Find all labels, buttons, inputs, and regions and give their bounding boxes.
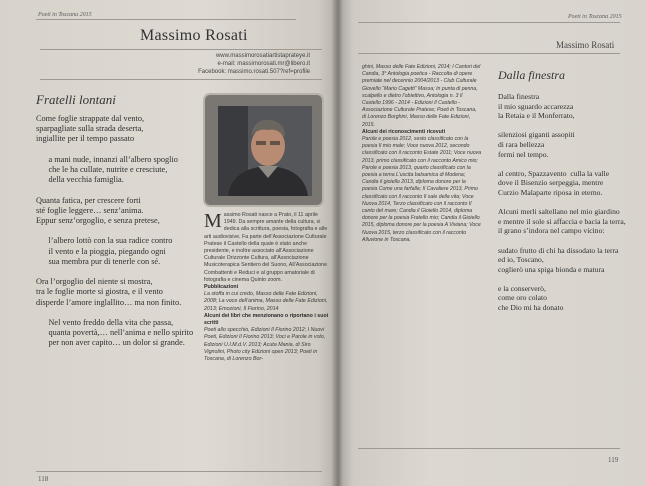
- poem-right-line: il mio sguardo accarezza: [498, 101, 574, 111]
- anthologies-text: Poeti allo specchio, Edizioni Il Fiorino 2012; I Nuovi Poeti, Edizioni Il Fiorino 2013; Voci e Parole in volo, Edizioni U.I.M.d.V. 2013; Acuta Mania, di Siro Vignolini, Photo city Edizioni open 2013; Poeti in Toscana, di Lorenzo Bor-: [204, 327, 326, 363]
- poem-left-line: che le ha cullate, nutrite e cresciute,: [36, 165, 168, 175]
- poem-left-line: sua membra pur di tenerle con sé.: [36, 256, 161, 266]
- poem-right-line: [498, 198, 626, 208]
- author-photo: [218, 106, 312, 196]
- anthologies-continued: ghini, Masso delle Fate Edizioni, 2014; I Cantori del Candia, 3° Antologia poetica - Raccolta di opere premiate nel decennio 2004/2013 - Club Culturale Giovello “Mario Cagetti” Massa; In punta di penna, scalpello e dietro l’obiettivo, Antologia n. 3 Il Castello 1996 - 2014 - Edizioni Il Castello - Associazione Culturale Pratese; Poeti in Toscana, di Lorenzo Borghini, Masso delle Fate Edizioni, 2015.: [362, 64, 481, 128]
- poem-left-line: [36, 308, 193, 318]
- poem-left-line: sté foglie leggere… senz’anima.: [36, 205, 144, 215]
- poem-left-line: Come foglie strappate dal vento,: [36, 114, 145, 123]
- biography-continued: [362, 64, 482, 244]
- poem-left-line: ingiallite per il tempo passato: [36, 134, 135, 144]
- poem-right-line: di rara bellezza: [498, 139, 545, 149]
- poem-left-line: il vento e la pioggia, piegando ogni: [36, 246, 166, 256]
- running-head-right: Poeti in Toscana 2015: [568, 14, 622, 20]
- author-links: [110, 53, 310, 76]
- awards-heading: Alcuni dei riconoscimenti ricevuti: [362, 128, 446, 135]
- poem-left-line: tra le foglie morte si giostra, e il vento: [36, 287, 163, 297]
- poem-left-line: della vecchia famiglia.: [36, 175, 124, 185]
- poem-right-line: il grano s’indora nel campo vicino:: [498, 226, 605, 236]
- poem-left-line: Quanta fatica, per crescere forti: [36, 195, 141, 205]
- header-rule-right: [358, 22, 620, 23]
- poem-right-line: come oro colato: [498, 293, 547, 303]
- poem-right-line: e mentre il sole si affaccia e bacia la terra,: [498, 216, 626, 226]
- bio-intro: [204, 212, 329, 284]
- poem-left-line: disperde l’amore inglallito… ma non finito.: [36, 297, 182, 307]
- poem-left-line: per non aver capito… un dolor si grande.: [36, 338, 185, 348]
- poem-left-line: Nel vento freddo della vita che passa,: [36, 318, 174, 328]
- bio-intro-text: assimo Rosati nasce a Prato, il 11 aprile 1949. Da sempre amante della cultura, si dedica alla scrittura, poesia, fotografia e alle arti audiovisive. Fa parte dell’Associazione Culturale Pratese il Castello della quale è stato anche presidente, e inoltre associato all’Associazione Culturale Orizzonte Cultura, all’Associazione Musicoterapica Sentiero del Suono, All’Associazione Combattenti e Reduci e al gruppo amatoriale di fotografia e cinema Quinto zoom.: [204, 212, 328, 283]
- links-rule: [40, 79, 322, 80]
- footer-rule-right: [358, 448, 620, 449]
- poem-right-line: che Dio mi ha donato: [498, 303, 564, 313]
- poem-right-line: e la conserverò,: [498, 283, 546, 293]
- footer-rule-left: [36, 471, 322, 472]
- poem-right-line: sudato frutto di chi ha dissodato la terra: [498, 245, 619, 255]
- poem-left-line: [36, 267, 193, 277]
- poem-right-line: fermi nel tempo.: [498, 149, 549, 159]
- running-head-left: Poeti in Toscana 2015: [38, 12, 92, 18]
- publications-text: La stoffa in cui credo, Masso delle Fate Edizioni, 2008; La voce dell’anima, Masso delle Fate Edizioni, 2013; Emozioni, Il Fiorino, 2014: [204, 291, 328, 312]
- poem-right-line: dove il Bisenzio serpeggia, mentre: [498, 178, 604, 188]
- bio-dropcap: M: [204, 210, 222, 232]
- poem-right-line: al centro, Spazzavento culla la valle: [498, 168, 610, 178]
- poem-right-line: [498, 236, 626, 246]
- poem-right-line: ed io, Toscano,: [498, 255, 544, 265]
- author-name-title: Massimo Rosati: [140, 27, 248, 44]
- poem-left-line: sparpagliate sulla strada deserta,: [36, 124, 144, 134]
- poem-right-line: coglierò una spiga bionda e matura: [498, 264, 605, 274]
- anthologies-heading: Alcuni dei libri che menzionano o riportano i suoi scritti: [204, 312, 329, 327]
- awards-text: Parole e poesia 2012, sesto classificato con la poesia Il mio male; Voce nuova 2012, secondo classificato con il racconto Estate 2011; Voce nuova 2013, primo classificato con il racconto Amico mio; Parole e poesia 2013, quarto classificato con la poesia a tema L’uscita balsamica di Modena; Candia il gioiello 2013, diploma donore per la poesia Come una farfalla; Il Cavaliere 2013, Primo classificato con il racconto Il sale della vita; Voce Nuova 2014, Terzo classificato con il racconto Il canto del mare; Candia il Gioiello 2014, diploma donore per la poesia Fratello mio; Candia il Gioiello 2015, diploma donore per la poesia A Viviana; Voce Nuova 2015, terzo classificato con il racconto Alluvione in Toscana.: [362, 136, 482, 243]
- poem-left: [36, 114, 193, 349]
- poem-left-line: [36, 226, 193, 236]
- poem-title-left: Fratelli lontani: [36, 92, 116, 107]
- title-rule: [40, 49, 322, 50]
- page-number-left: 118: [38, 475, 49, 483]
- poem-left-line: [36, 145, 193, 155]
- poem-title-right: Dalla finestra: [498, 68, 566, 82]
- author-portrait-image: [218, 106, 312, 196]
- poem-left-line: quanta povertà,… nell’anima e nello spirito: [36, 328, 194, 338]
- header-rule-left: [36, 19, 296, 20]
- facebook-link[interactable]: Facebook: massimo.rosati.507?ref=profile: [198, 68, 310, 75]
- author-bio: [204, 212, 329, 363]
- poem-right-line: [498, 121, 626, 131]
- page-number-right: 119: [608, 456, 619, 464]
- poem-left-line: [36, 185, 193, 195]
- poem-left-line: Eppur senz’orgoglio, e senza pretese,: [36, 216, 160, 226]
- author-name-right: Massimo Rosati: [556, 40, 615, 50]
- poem-right-line: Dalla finestra: [498, 92, 540, 101]
- email-link[interactable]: e-mail: massimorosati.mr@libero.it: [217, 60, 310, 67]
- poem-left-line: Ora l’orgoglio del niente si mostra,: [36, 277, 153, 287]
- poem-right-line: silenziosi giganti assopiti: [498, 130, 575, 140]
- right-page: [338, 0, 646, 486]
- website-link[interactable]: www.massimorosatiartistaprateye.it: [215, 53, 310, 59]
- poem-left-line: a mani nude, innanzi all’albero spoglio: [36, 154, 178, 164]
- poem-right-line: Curzio Malaparte riposa in eterno.: [498, 187, 603, 197]
- name-rule-right: [358, 53, 620, 54]
- poem-left-line: l’albero lottò con la sua radice contro: [36, 236, 173, 246]
- book-gutter: [331, 0, 343, 486]
- poem-right-line: la Retaia e il Monferrato,: [498, 111, 575, 121]
- poem-right: [498, 92, 626, 313]
- poem-right-line: [498, 274, 626, 284]
- poem-right-line: Alcuni merli saltellano nel mio giardino: [498, 207, 620, 217]
- publications-heading: Pubblicazioni: [204, 284, 239, 291]
- poem-right-line: [498, 159, 626, 169]
